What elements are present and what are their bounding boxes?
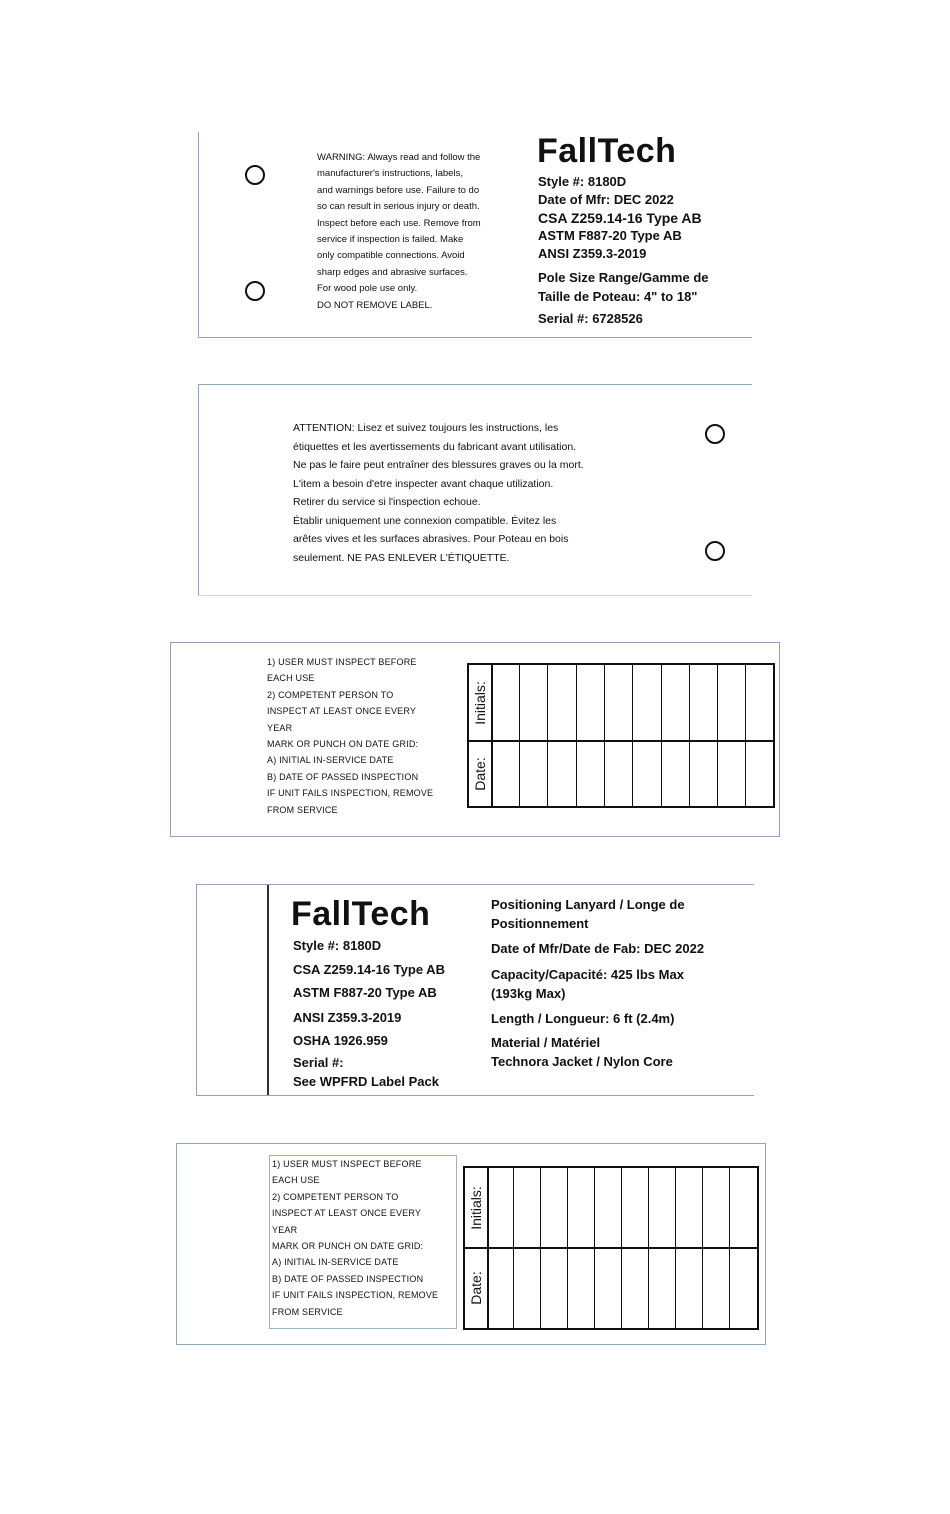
attention-line: arêtes vives et les surfaces abrasives. Pour Poteau en bois [293,533,569,545]
inspection-grid [463,1166,759,1330]
instruction-line: A) INITIAL IN-SERVICE DATE [267,755,394,766]
attention-line: Retirer du service si l'inspection echoue. [293,496,481,508]
instruction-line: 1) USER MUST INSPECT BEFORE [267,657,417,667]
product-name: Positioning Lanyard / Longe de [491,897,685,912]
brand-logo-text: FallTech [291,895,431,933]
instruction-line: YEAR [267,722,293,733]
osha-standard: OSHA 1926.959 [293,1033,388,1048]
tag-divider-line [267,885,269,1095]
serial-label: Serial #: [293,1055,344,1070]
instruction-line: FROM SERVICE [272,1306,343,1317]
warning-line: so can result in serious injury or death. [317,201,480,213]
warning-text [317,150,529,314]
pole-size-range: Pole Size Range/Gamme de [538,270,709,285]
instruction-line: IF UNIT FAILS INSPECTION, REMOVE [272,1290,439,1301]
instruction-line: EACH USE [267,673,315,684]
instruction-line: 1) USER MUST INSPECT BEFORE [272,1159,422,1169]
material-label: Material / Matériel [491,1035,601,1050]
attention-line: Ne pas le faire peut entraîner des blessures graves ou la mort. [293,459,584,471]
grid-header-initials [469,665,493,741]
warning-line: only compatible connections. Avoid [317,250,465,262]
grid-column[interactable] [621,1168,622,1328]
instruction-line: YEAR [272,1224,298,1235]
grid-column[interactable] [604,665,605,806]
inspection-tag [170,642,780,837]
grid-column[interactable] [648,1168,649,1328]
product-name: Positionnement [491,916,589,931]
instruction-line: INSPECT AT LEAST ONCE EVERY [272,1208,422,1219]
instruction-line: IF UNIT FAILS INSPECTION, REMOVE [267,788,434,799]
grid-column[interactable] [519,665,520,806]
style-number: Style #: 8180D [293,938,382,953]
instruction-line: MARK OR PUNCH ON DATE GRID: [267,739,419,750]
grid-row-divider [465,1247,757,1249]
style-number: Style #: 8180D [538,174,627,189]
inspection-tag [176,1143,766,1345]
warning-line: service if inspection is failed. Make [317,234,464,246]
attention-text [293,419,683,567]
grid-column[interactable] [745,665,746,806]
csa-standard: CSA Z259.14-16 Type AB [538,210,702,226]
instruction-line: B) DATE OF PASSED INSPECTION [267,771,419,782]
grid-header-date [469,741,493,806]
grid-header-initials [465,1168,489,1248]
grid-column[interactable] [689,665,690,806]
csa-standard: CSA Z259.14-16 Type AB [293,962,445,977]
grid-column[interactable] [567,1168,568,1328]
instruction-line: A) INITIAL IN-SERVICE DATE [272,1257,399,1268]
initials-label: Initials: [472,681,488,725]
astm-standard: ASTM F887-20 Type AB [538,228,682,243]
grid-header-date [465,1248,489,1328]
astm-standard: ASTM F887-20 Type AB [293,985,437,1000]
serial-number: Serial #: 6728526 [538,311,643,326]
grid-column[interactable] [661,665,662,806]
grid-column[interactable] [717,665,718,806]
grid-column[interactable] [594,1168,595,1328]
date-label: Date: [468,1271,484,1305]
grid-row-divider [469,740,773,742]
product-tag [196,884,754,1096]
warning-line: sharp edges and abrasive surfaces. [317,266,468,278]
grid-column[interactable] [702,1168,703,1328]
punch-hole [705,541,725,561]
material-value: Technora Jacket / Nylon Core [491,1054,673,1069]
instruction-line: EACH USE [272,1175,320,1186]
inspection-instructions [267,654,463,818]
manufacture-date: Date of Mfr/Date de Fab: DEC 2022 [491,941,705,956]
length: Length / Longueur: 6 ft (2.4m) [491,1011,675,1026]
grid-column[interactable] [547,665,548,806]
warning-line: DO NOT REMOVE LABEL. [317,299,433,311]
capacity: (193kg Max) [491,986,566,1001]
warning-tag-english [198,132,752,338]
grid-column[interactable] [540,1168,541,1328]
punch-hole [245,281,265,301]
warning-line: Inspect before each use. Remove from [317,217,481,229]
instruction-line: B) DATE OF PASSED INSPECTION [272,1273,424,1284]
pole-size-range: Taille de Poteau: 4" to 18" [538,289,698,304]
grid-column[interactable] [729,1168,730,1328]
serial-value: See WPFRD Label Pack [293,1074,439,1089]
inspection-grid [467,663,775,808]
warning-line: For wood pole use only. [317,283,418,295]
instruction-line: 2) COMPETENT PERSON TO [267,689,394,700]
ansi-standard: ANSI Z359.3-2019 [293,1010,402,1025]
instruction-line: MARK OR PUNCH ON DATE GRID: [272,1241,424,1252]
grid-column[interactable] [513,1168,514,1328]
attention-line: seulement. NE PAS ENLEVER L'ÉTIQUETTE. [293,551,510,564]
instruction-line: 2) COMPETENT PERSON TO [272,1191,399,1202]
instruction-line: INSPECT AT LEAST ONCE EVERY [267,706,417,717]
attention-line: Établir uniquement une connexion compatible. Évitez les [293,514,557,527]
grid-column[interactable] [576,665,577,806]
grid-column[interactable] [675,1168,676,1328]
manufacture-date: Date of Mfr: DEC 2022 [538,192,674,207]
punch-hole [705,424,725,444]
warning-line: and warnings before use. Failure to do [317,184,480,196]
warning-tag-french [198,384,752,596]
inspection-instructions [269,1155,457,1329]
brand-logo-text: FallTech [537,132,677,170]
instruction-line: FROM SERVICE [267,804,338,815]
grid-column[interactable] [632,665,633,806]
warning-line: WARNING: Always read and follow the [317,152,481,163]
punch-hole [245,165,265,185]
capacity: Capacity/Capacité: 425 lbs Max [491,967,684,982]
initials-label: Initials: [468,1186,484,1230]
warning-line: manufacturer's instructions, labels, [317,168,463,180]
attention-line: étiquettes et les avertissements du fabricant avant utilisation. [293,440,577,453]
date-label: Date: [472,756,488,791]
ansi-standard: ANSI Z359.3-2019 [538,246,647,261]
attention-line: ATTENTION: Lisez et suivez toujours les instructions, les [293,422,559,434]
attention-line: L'item a besoin d'etre inspecter avant chaque utilization. [293,477,554,490]
